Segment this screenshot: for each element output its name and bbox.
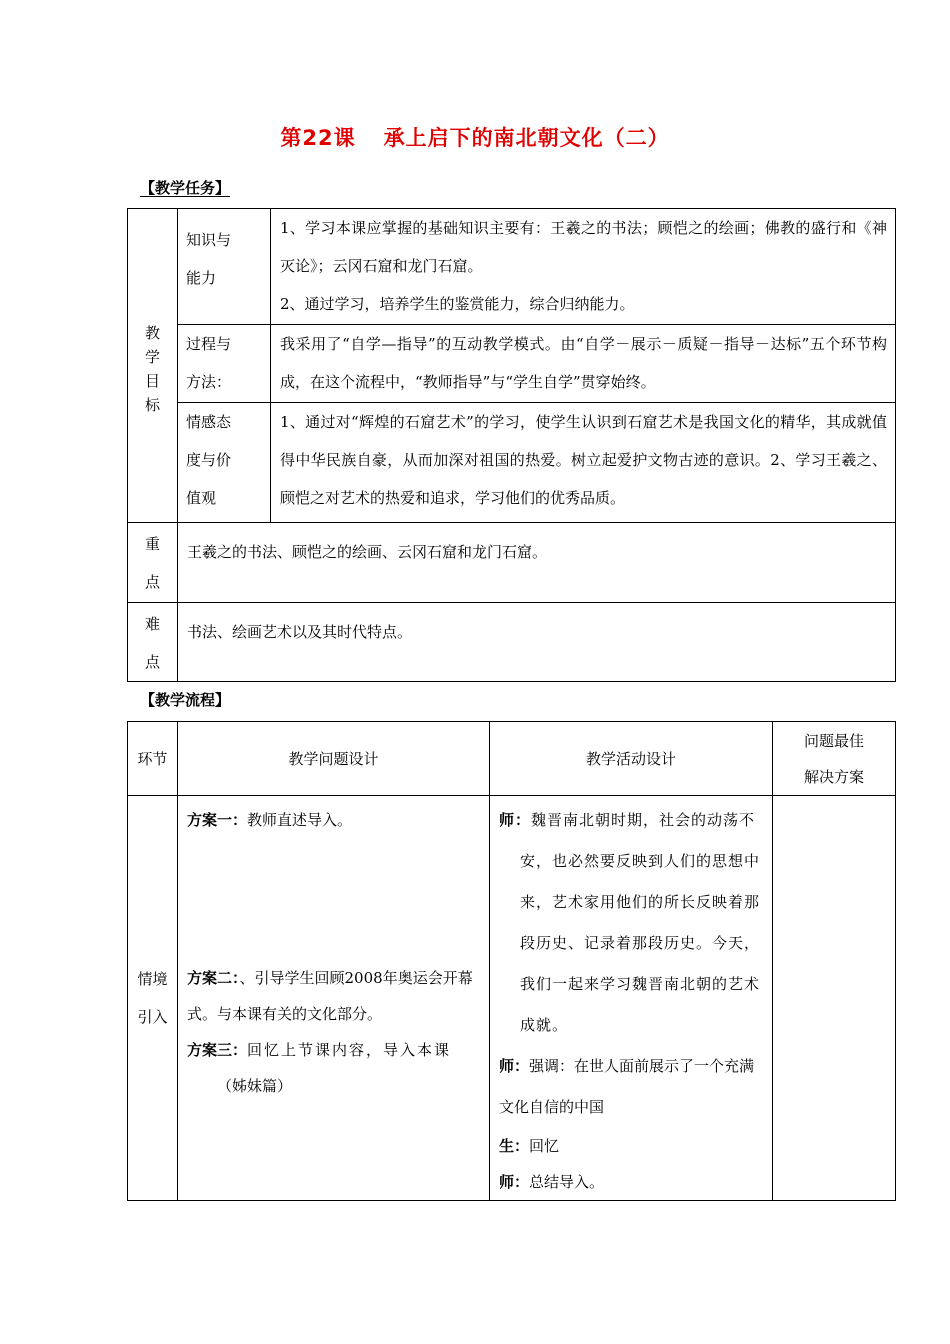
goal-emotion-text xyxy=(271,403,896,523)
activity-cell xyxy=(490,796,773,1201)
activity-text: 魏晋南北朝时期，社会的动荡不安，也必然要反映到人们的思想中来，艺术家用他们的所长反映着那段历史、记录着那段历史。今天，我们一起来学习魏晋南北朝的艺术成就。 xyxy=(520,811,761,1034)
header-line: 问题最佳 xyxy=(803,731,864,750)
activity-text: 总结导入。 xyxy=(529,1173,605,1191)
section-heading-task: 【教学任务】 xyxy=(140,179,231,197)
plan-label: 方案三： xyxy=(187,1041,248,1059)
plan-cell xyxy=(178,796,490,1201)
activity-item xyxy=(499,1046,764,1128)
flow-table xyxy=(127,721,896,1201)
page-title xyxy=(0,122,950,152)
label-line: 情感态 xyxy=(186,413,232,431)
paragraph: 1、通过对“辉煌的石窟艺术”的学习，使学生认识到石窟艺术是我国文化的精华，其成就值得中华民族自豪，从而加深对祖国的热爱。树立起爱护文物古迹的意识。2、学习王羲之、顾恺之对艺术的热爱和追求，学习他们的优秀品质。 xyxy=(280,413,887,507)
label-line: 度与价 xyxy=(186,451,232,469)
goal-label-cell xyxy=(128,209,178,523)
speaker-label: 师： xyxy=(499,811,532,829)
plan-item xyxy=(187,1032,481,1068)
header-best-solution xyxy=(773,722,896,796)
stage-cell xyxy=(128,796,178,1201)
label-line: 值观 xyxy=(186,489,217,507)
plan-item xyxy=(187,802,481,838)
difficulty-text: 书法、绘画艺术以及其时代特点。 xyxy=(178,603,896,682)
activity-text: 强调：在世人面前展示了一个充满文化自信的中国 xyxy=(499,1057,755,1116)
header-line: 解决方案 xyxy=(803,767,864,786)
stage-line: 引入 xyxy=(137,1008,168,1026)
difficulty-label-char: 难 xyxy=(144,615,160,633)
lesson-name: 承上启下的南北朝文化（二） xyxy=(383,126,670,150)
goal-label-char: 标 xyxy=(144,396,160,414)
difficulty-label-char: 点 xyxy=(144,653,160,671)
goal-process-text xyxy=(271,325,896,403)
stage-line: 情境 xyxy=(137,970,168,988)
task-table xyxy=(127,208,896,682)
goal-knowledge-text xyxy=(271,209,896,325)
goal-process-label xyxy=(178,325,271,403)
paragraph: 我采用了“自学—指导”的互动教学模式。由“自学－展示－质疑－指导－达标”五个环节构成，在这个流程中，“教师指导”与“学生自学”贯穿始终。 xyxy=(280,335,887,391)
goal-label-char: 目 xyxy=(144,372,160,390)
plan-label: 方案二： xyxy=(187,969,240,987)
goal-emotion-label xyxy=(178,403,271,523)
plan-text: 、引导学生回顾2008年奥运会开幕式。与本课有关的文化部分。 xyxy=(187,969,473,1023)
key-label-cell xyxy=(128,523,178,603)
lesson-number: 第22课 xyxy=(280,126,356,150)
label-line: 能力 xyxy=(186,269,217,287)
key-label-char: 点 xyxy=(144,573,160,591)
goal-label-char: 学 xyxy=(144,348,160,366)
goal-label-char: 教 xyxy=(144,324,160,342)
goal-knowledge-label xyxy=(178,209,271,325)
key-label-char: 重 xyxy=(144,535,160,553)
label-line: 过程与 xyxy=(186,335,232,353)
plan-text: 回忆上节课内容，导入本课 xyxy=(247,1041,452,1059)
plan-item xyxy=(187,960,481,1032)
key-text: 王羲之的书法、顾恺之的绘画、云冈石窟和龙门石窟。 xyxy=(178,523,896,603)
header-question-design: 教学问题设计 xyxy=(178,722,490,796)
header-stage: 环节 xyxy=(128,722,178,796)
paragraph: 2、通过学习，培养学生的鉴赏能力，综合归纳能力。 xyxy=(280,295,635,313)
label-line: 方法： xyxy=(186,373,232,391)
speaker-label: 师： xyxy=(499,1173,530,1191)
paragraph: 1、学习本课应掌握的基础知识主要有：王羲之的书法；顾恺之的绘画；佛教的盛行和《神灭论》；云冈石窟和龙门石窟。 xyxy=(280,219,887,275)
plan-text: 教师直述导入。 xyxy=(247,811,353,829)
plan-note: （姊妹篇） xyxy=(217,1077,293,1095)
solution-cell xyxy=(773,796,896,1201)
plan-label: 方案一： xyxy=(187,811,248,829)
speaker-label: 生： xyxy=(499,1137,530,1155)
activity-item xyxy=(499,800,764,1046)
header-activity-design: 教学活动设计 xyxy=(490,722,773,796)
section-heading-flow: 【教学流程】 xyxy=(140,691,231,709)
label-line: 知识与 xyxy=(186,231,232,249)
activity-item xyxy=(499,1128,764,1164)
activity-text: 回忆 xyxy=(529,1137,560,1155)
difficulty-label-cell xyxy=(128,603,178,682)
speaker-label: 师： xyxy=(499,1057,530,1075)
activity-item xyxy=(499,1164,764,1200)
